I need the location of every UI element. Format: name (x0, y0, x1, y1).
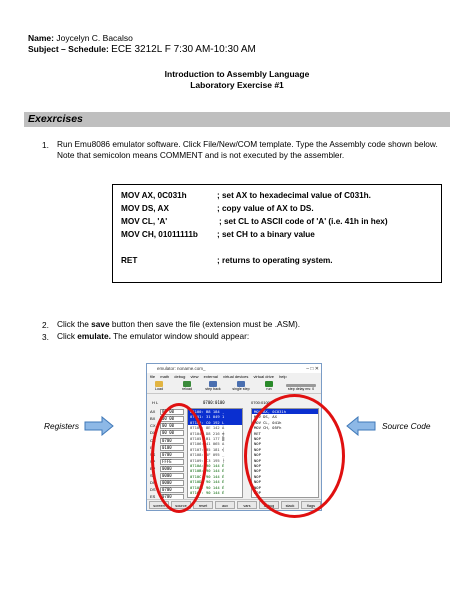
step-3-pre: Click (57, 331, 78, 341)
document-subtitle: Laboratory Exercise #1 (190, 80, 284, 90)
registers-highlight-ellipse (151, 403, 207, 513)
source-address: 0700:0100 (251, 400, 270, 405)
emulator-title: emulator: noname.com_ (157, 366, 206, 371)
aux-button: aux (215, 501, 235, 509)
source-row: NOP (254, 490, 261, 496)
code-comment: ; copy value of AX to DS. (217, 204, 314, 213)
source-row: NOP (254, 441, 261, 447)
vars-button: vars (237, 501, 257, 509)
registers-header: H L (152, 400, 159, 405)
emulator-menu-bar (147, 373, 321, 380)
name-label: Name: (28, 33, 54, 43)
student-name-line (28, 33, 133, 43)
memory-row: 07100: B8 184 ¸ (188, 409, 242, 414)
step-1-text (57, 139, 457, 161)
flags-button: flags (301, 501, 321, 509)
stack-button: stack (281, 501, 299, 509)
code-instruction: MOV CH, 01011111b (121, 230, 198, 239)
source-row: NOP (254, 468, 261, 474)
emulator-title-bar (147, 364, 321, 373)
memory-address: 0700:0100 (203, 400, 225, 405)
step-1-line-1: Run Emu8086 emulator software. Click File/New/COM template. Type the Assembly code shown below. (57, 139, 438, 149)
step-2-number: 2. (42, 320, 49, 330)
memory-row: 07108: 5F 095 _ (190, 452, 225, 458)
document-title: Introduction to Assembly Language (164, 69, 310, 79)
menu-virtual-devices: virtual devices (223, 374, 249, 379)
step-2-text (57, 319, 300, 330)
menu-external: external (203, 374, 218, 379)
menu-math: math (160, 374, 170, 379)
memory-row: 07105: B1 177 ▒ (190, 436, 225, 442)
step-3-text (57, 331, 249, 342)
memory-row: 0710B: 90 144 É (190, 468, 225, 474)
code-comment: ; set CH to a binary value (217, 230, 315, 239)
section-header-bar (24, 112, 450, 127)
source-code-callout: Source Code (382, 421, 431, 431)
source-row: NOP (254, 484, 261, 490)
memory-row: 07103: 8E 142 Ä (190, 425, 225, 431)
step-3-post: The emulator window should appear: (110, 331, 250, 341)
arrow-left-icon (346, 416, 376, 436)
arrow-right-icon (84, 416, 114, 436)
window-controls-icon: – □ ✕ (306, 366, 319, 372)
debug-button: debug (259, 501, 279, 509)
screen-button: screen (149, 501, 169, 509)
memory-row: 0710D: 90 144 É (190, 479, 225, 485)
code-instruction: MOV DS, AX (121, 204, 169, 213)
menu-virtual-drive: virtual drive (253, 374, 274, 379)
registers-callout: Registers (44, 421, 80, 431)
memory-row: 07107: B5 181 ╡ (190, 446, 225, 452)
reset-button: reset (193, 501, 213, 509)
step-1-line-2: Note that semicolon means COMMENT and is not executed by the assembler. (57, 150, 345, 160)
code-box (112, 184, 442, 283)
memory-row: 07106: 41 065 A (190, 441, 225, 447)
memory-row: 07101: 31 049 1 (188, 414, 242, 419)
menu-view: view (190, 374, 199, 379)
source-row: NOP (254, 446, 261, 452)
source-button: source (171, 501, 191, 509)
memory-row: 07102: C0 192 L (188, 420, 242, 425)
memory-row: 0710C: 90 144 É (190, 473, 225, 479)
run-button: run (259, 381, 279, 393)
emulator-window: emulator: noname.com_ – □ ✕ file math debug view external virtual devices virtual drive help Load reload step back single step run step delay ms: 0 H L 0700:0100 0700:0100 AX 00 00 BX 00 00 CX 00 00 DX 00 00 CS 0700 IP 0100 SS 0700 SP FFFE BP 0000 SI 0000 DI 0000 DS 0700 ES 0700 07100: B8 184 ¸ 07101: 31 049 1 07102: C0 192 L 07103: 8E 142 Ä 07104: D8 216 ╪ 07105: B1 177 ▒ 07106: 41 065 A 07107: B5 181 ╡ 07108: 5F 095 _ 07109: C3 195 ├ 0710A: 90 144 É 0710B: 90 144 É 0710C: 90 144 É 0710D: 90 144 É 0710E: 90 144 É 0710F: 90 144 É MOV AX, 0C031h MOV DS, AX MOV CL, 041h MOV CH, 05Fh RET NOP NOP NOP NOP NOP NOP NOP NOP NOP NOP NOP screen source reset aux vars debug stack flags (146, 363, 322, 511)
step-2-pre: Click the (57, 319, 92, 329)
memory-row: 0710E: 90 144 É (190, 484, 225, 490)
emulate-keyword: emulate. (77, 331, 111, 341)
source-row: NOP (254, 457, 261, 463)
reload-button: reload (177, 381, 197, 393)
source-row: MOV AX, 0C031h (252, 409, 318, 414)
source-highlight-ellipse (244, 394, 345, 518)
code-comment: ; set AX to hexadecimal value of C031h. (217, 191, 371, 200)
code-instruction: MOV AX, 0C031h (121, 191, 187, 200)
subject-schedule-line (28, 44, 256, 55)
code-comment: ; returns to operating system. (217, 256, 333, 265)
source-row: NOP (254, 436, 261, 442)
source-row: RET (254, 430, 261, 436)
source-row: MOV CL, 041h (254, 419, 282, 425)
load-button: Load (149, 381, 169, 393)
subject-label: Subject – Schedule: (28, 44, 109, 54)
step-back-button: step back (203, 381, 223, 393)
save-keyword: save (91, 319, 110, 329)
code-instruction: MOV CL, 'A' (121, 217, 168, 226)
source-row: NOP (254, 473, 261, 479)
step-3-number: 3. (42, 332, 49, 342)
step-1-number: 1. (42, 140, 49, 150)
source-row: NOP (254, 463, 261, 469)
code-instruction: RET (121, 256, 138, 265)
source-row: MOV CH, 05Fh (254, 425, 282, 431)
source-row: NOP (254, 452, 261, 458)
source-row: MOV DS, AX (254, 414, 277, 420)
menu-file: file (150, 374, 156, 379)
subject-value: ECE 3212L F 7:30 AM-10:30 AM (111, 44, 256, 55)
menu-debug: debug (174, 374, 186, 379)
menu-help: help (279, 374, 287, 379)
emulator-toolbar (147, 380, 321, 394)
memory-row: 0710A: 90 144 É (190, 463, 225, 469)
step-delay-control: step delay ms: 0 (281, 381, 321, 393)
source-row: NOP (254, 479, 261, 485)
single-step-button: single step (231, 381, 251, 393)
memory-row: 07104: D8 216 ╪ (190, 430, 225, 436)
memory-row: 07109: C3 195 ├ (190, 457, 225, 463)
memory-row: 0710F: 90 144 É (190, 490, 225, 496)
code-comment: ; set CL to ASCII code of 'A' (i.e. 41h in hex) (219, 217, 388, 226)
section-title: Exexrcises (28, 113, 83, 125)
name-value: Joycelyn C. Bacalso (56, 33, 133, 43)
step-2-post: button then save the file (extension must be .ASM). (109, 319, 301, 329)
